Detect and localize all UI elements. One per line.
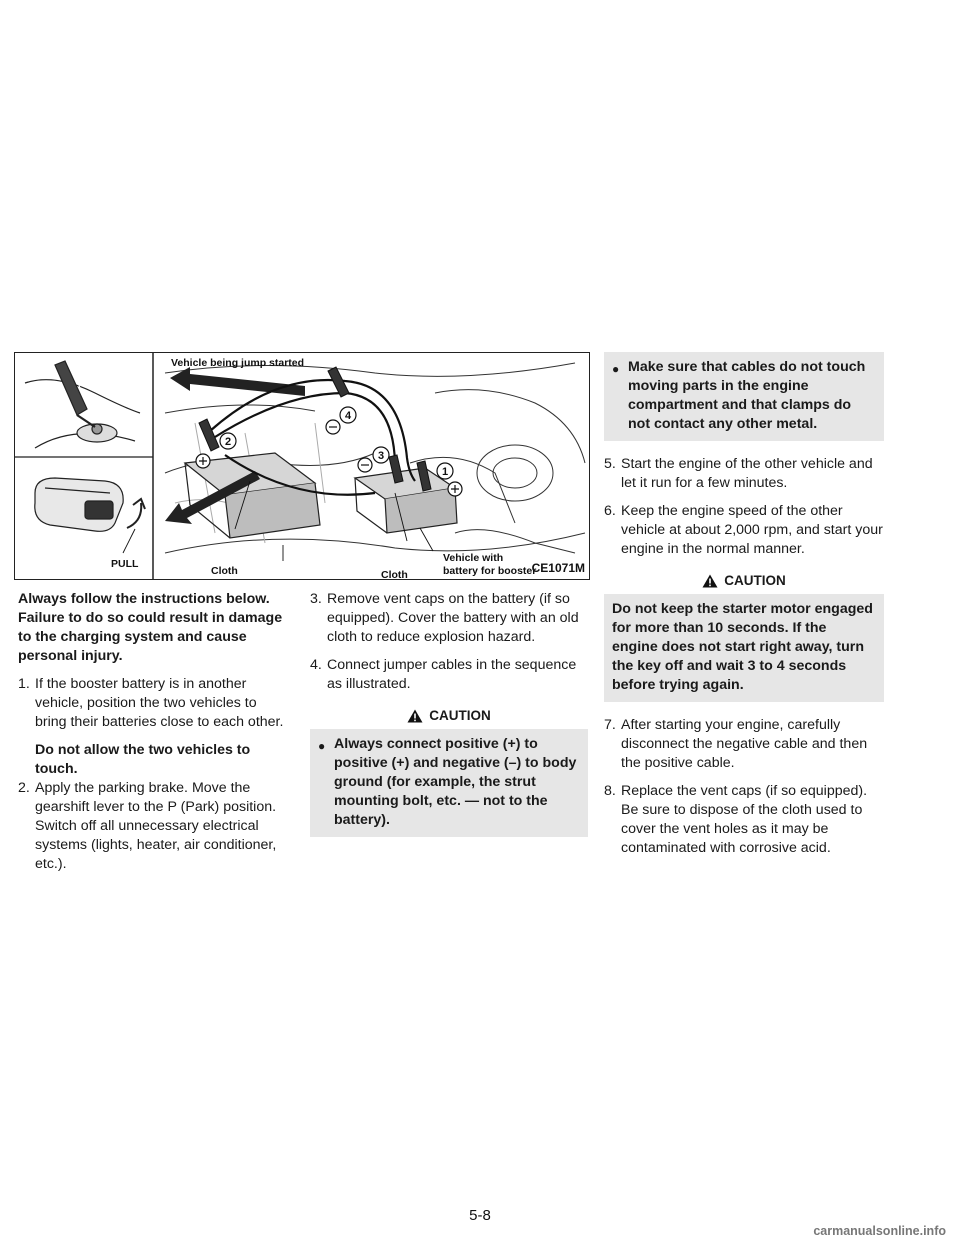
step-2-text: Apply the parking brake. Move the gearshift lever to the P (Park) position. Switch off all unnecessary electrical systems (lights, heater, air conditioner, etc.). xyxy=(35,780,277,872)
label-booster-line1: Vehicle with xyxy=(443,552,504,564)
label-cloth-right: Cloth xyxy=(381,569,408,580)
column-3 xyxy=(604,352,884,867)
step-6-number: 6. xyxy=(604,503,616,519)
step-1 xyxy=(18,675,288,732)
step-7-number: 7. xyxy=(604,717,616,733)
step-5 xyxy=(604,455,884,493)
caution-box-2 xyxy=(604,594,884,702)
warning-triangle-icon xyxy=(407,709,423,723)
step-8-text: Replace the vent caps (if so equipped). Be sure to dispose of the cloth used to cover the vent holes as it may be contaminated with corrosive acid. xyxy=(621,783,868,856)
caution-text-2: Do not keep the starter motor engaged for more than 10 seconds. If the engine does not start right away, turn the key off and wait 3 to 4 seconds before trying again. xyxy=(612,601,873,693)
caution-text-1: Always connect positive (+) to positive (+) and negative (–) to body ground (for example, the strut mounting bolt, etc. — not to the battery). xyxy=(334,736,577,828)
callout-2: 2 xyxy=(224,436,232,448)
step-8 xyxy=(604,782,884,858)
page-number: 5-8 xyxy=(469,1207,491,1224)
step-2 xyxy=(18,779,288,874)
caution-title-1: CAUTION xyxy=(429,708,491,723)
step-7-text: After starting your engine, carefully disconnect the negative cable and then the positive cable. xyxy=(621,717,868,771)
caution-heading-1 xyxy=(310,706,588,725)
step-1-text: If the booster battery is in another vehicle, position the two vehicles to bring their batteries close to each other. xyxy=(35,676,284,730)
warning-triangle-icon xyxy=(702,574,718,588)
caution-box-top xyxy=(604,352,884,441)
label-pull: PULL xyxy=(111,558,139,570)
label-booster-line2: battery for booster xyxy=(443,565,537,577)
step-5-number: 5. xyxy=(604,456,616,472)
step-1-number: 1. xyxy=(18,676,30,692)
step-3-number: 3. xyxy=(310,591,322,607)
step-8-number: 8. xyxy=(604,783,616,799)
figure-code: CE1071M xyxy=(531,561,585,575)
intro-warning: Always follow the instructions below. Failure to do so could result in damage to the charging system and cause personal injury. xyxy=(18,591,283,664)
inset-pull-cap xyxy=(35,478,145,531)
caution-text-top: Make sure that cables do not touch moving parts in the engine compartment and that clamps do not contact any other metal. xyxy=(628,359,866,432)
step-3-text: Remove vent caps on the battery (if so equipped). Cover the battery with an old cloth to reduce explosion hazard. xyxy=(327,591,579,645)
jump-start-illustration xyxy=(14,352,590,580)
step-6 xyxy=(604,502,884,559)
column-2 xyxy=(310,590,588,837)
callout-1: 1 xyxy=(441,466,449,478)
step-3 xyxy=(310,590,588,647)
callout-3: 3 xyxy=(377,450,385,462)
watermark-link[interactable]: carmanualsonline.info xyxy=(813,1224,946,1238)
label-vehicle-jump-started: Vehicle being jump started xyxy=(171,357,305,369)
caution-box-1 xyxy=(310,729,588,837)
step-4-text: Connect jumper cables in the sequence as illustrated. xyxy=(327,657,577,692)
step-2-number: 2. xyxy=(18,780,30,796)
caution-title-2: CAUTION xyxy=(724,573,786,588)
caution-heading-2 xyxy=(604,571,884,590)
step-5-text: Start the engine of the other vehicle and let it run for a few minutes. xyxy=(621,456,873,491)
step-1-note: Do not allow the two vehicles to touch. xyxy=(35,742,251,777)
step-4-number: 4. xyxy=(310,657,322,673)
step-6-text: Keep the engine speed of the other vehicle at about 2,000 rpm, and start your engine in the normal manner. xyxy=(621,503,883,557)
callout-4: 4 xyxy=(344,410,352,422)
bullet-icon: ● xyxy=(612,362,620,376)
step-7 xyxy=(604,716,884,773)
inset-clamp-on-bolt xyxy=(25,361,140,448)
illustration-drawing xyxy=(15,353,590,580)
step-4 xyxy=(310,656,588,694)
bullet-icon: ● xyxy=(318,739,326,753)
label-cloth-left: Cloth xyxy=(211,565,238,577)
column-1 xyxy=(18,590,288,883)
